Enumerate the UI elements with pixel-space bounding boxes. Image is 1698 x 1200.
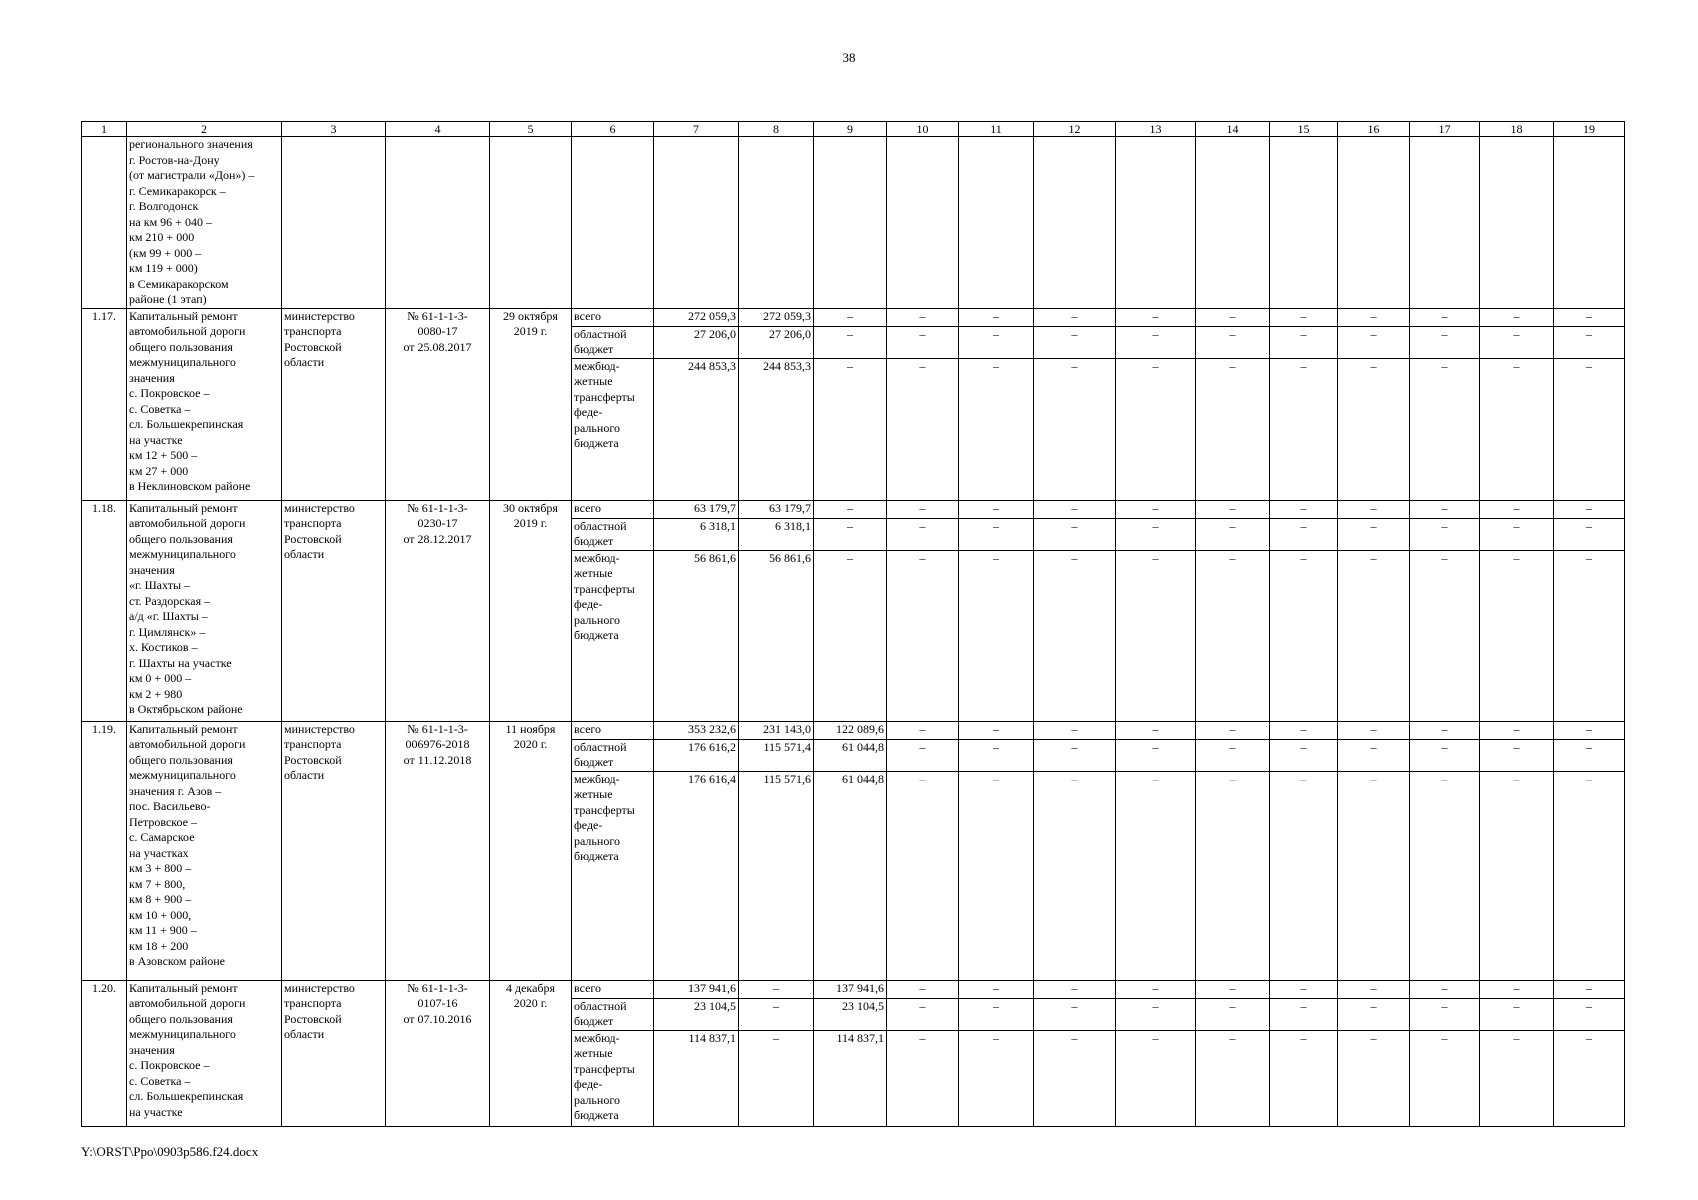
amount-c7: 176 616,2: [654, 739, 739, 771]
amount-c17: –: [1410, 980, 1480, 998]
amount-c18: –: [1480, 500, 1554, 518]
amount-c18: –: [1480, 721, 1554, 739]
amount-c8: 27 206,0: [739, 326, 814, 358]
item-description: Капитальный ремонт автомобильной дороги общего пользования межмуниципального значения «г. Шахты – ст. Раздорская – а/д «г. Шахты – г. Цимлянск» – х. Костиков – г. Шахты на участке км 0 + 000 – км 2 + 980 в Октябрьском районе: [127, 500, 282, 721]
amount-c17: –: [1410, 739, 1480, 771]
column-header-3: 3: [282, 122, 386, 137]
expertise-document: № 61-1-1-3- 0230-17 от 28.12.2017: [386, 500, 490, 721]
amount-c15: –: [1270, 1030, 1338, 1126]
responsible-organization: министерство транспорта Ростовской области: [282, 500, 386, 721]
amount-c12: –: [1034, 358, 1116, 500]
amount-c18: –: [1480, 998, 1554, 1030]
amount-c16: –: [1338, 308, 1410, 326]
amount-c8: 272 059,3: [739, 308, 814, 326]
funding-source: всего: [572, 980, 654, 998]
amount-c7: 23 104,5: [654, 998, 739, 1030]
footer-file-path: Y:\ORST\Ppo\0903p586.f24.docx: [81, 1144, 259, 1159]
amount-c7: 63 179,7: [654, 500, 739, 518]
amount-c19: –: [1554, 500, 1625, 518]
amount-c8: –: [739, 980, 814, 998]
amount-c12: –: [1034, 550, 1116, 721]
amount-c10: –: [887, 358, 959, 500]
amount-c10: –: [887, 326, 959, 358]
amount-c10: –: [887, 771, 959, 980]
amount-c16: –: [1338, 518, 1410, 550]
amount-c17: –: [1410, 550, 1480, 721]
amount-c14: –: [1196, 998, 1270, 1030]
amount-c15: –: [1270, 518, 1338, 550]
responsible-organization: министерство транспорта Ростовской области: [282, 980, 386, 1126]
completion-date: 29 октября 2019 г.: [490, 308, 572, 500]
column-header-10: 10: [887, 122, 959, 137]
completion-date: 4 декабря 2020 г.: [490, 980, 572, 1126]
table-row: [82, 500, 1625, 518]
amount-c14: –: [1196, 980, 1270, 998]
funding-source: областной бюджет: [572, 518, 654, 550]
amount-c17: –: [1410, 518, 1480, 550]
amount-c7: 56 861,6: [654, 550, 739, 721]
item-description: Капитальный ремонт автомобильной дороги общего пользования межмуниципального значения с. Покровское – с. Советка – сл. Большекрепинская на участке км 12 + 500 – км 27 + 000 в Неклиновском районе: [127, 308, 282, 500]
amount-c14: –: [1196, 500, 1270, 518]
item-number: 1.19.: [82, 721, 127, 980]
amount-c14: –: [1196, 308, 1270, 326]
amount-c17: –: [1410, 308, 1480, 326]
amount-c7: 27 206,0: [654, 326, 739, 358]
amount-c10: –: [887, 550, 959, 721]
amount-c15: –: [1270, 998, 1338, 1030]
amount-c10: –: [887, 308, 959, 326]
amount-c16: –: [1338, 550, 1410, 721]
amount-c19: –: [1554, 739, 1625, 771]
amount-c12: –: [1034, 326, 1116, 358]
amount-c15: –: [1270, 308, 1338, 326]
amount-c13: –: [1116, 998, 1196, 1030]
amount-c15: –: [1270, 550, 1338, 721]
funding-source: межбюд- жетные трансферты феде- рального бюджета: [572, 1030, 654, 1126]
amount-c19: –: [1554, 721, 1625, 739]
amount-c14: –: [1196, 771, 1270, 980]
amount-c13: –: [1116, 500, 1196, 518]
amount-c19: –: [1554, 1030, 1625, 1126]
amount-c14: –: [1196, 550, 1270, 721]
amount-c11: –: [959, 358, 1034, 500]
amount-c7: 353 232,6: [654, 721, 739, 739]
amount-c11: –: [959, 1030, 1034, 1126]
amount-c16: –: [1338, 998, 1410, 1030]
amount-c11: –: [959, 308, 1034, 326]
funding-source: областной бюджет: [572, 739, 654, 771]
table-row: [82, 308, 1625, 326]
amount-c18: –: [1480, 1030, 1554, 1126]
amount-c14: –: [1196, 518, 1270, 550]
item-description: Капитальный ремонт автомобильной дороги общего пользования межмуниципального значения с. Покровское – с. Советка – сл. Большекрепинская на участке: [127, 980, 282, 1126]
completion-date: 11 ноября 2020 г.: [490, 721, 572, 980]
column-header-2: 2: [127, 122, 282, 137]
amount-c10: –: [887, 518, 959, 550]
item-number: 1.18.: [82, 500, 127, 721]
amount-c9: 137 941,6: [814, 980, 887, 998]
amount-c11: –: [959, 326, 1034, 358]
column-header-7: 7: [654, 122, 739, 137]
amount-c9: 61 044,8: [814, 771, 887, 980]
funding-source: всего: [572, 308, 654, 326]
amount-c12: –: [1034, 998, 1116, 1030]
amount-c15: –: [1270, 500, 1338, 518]
amount-c13: –: [1116, 771, 1196, 980]
amount-c12: –: [1034, 1030, 1116, 1126]
amount-c19: –: [1554, 326, 1625, 358]
amount-c7: 6 318,1: [654, 518, 739, 550]
amount-c12: –: [1034, 721, 1116, 739]
amount-c11: –: [959, 721, 1034, 739]
amount-c12: –: [1034, 500, 1116, 518]
amount-c9: 23 104,5: [814, 998, 887, 1030]
amount-c8: 6 318,1: [739, 518, 814, 550]
amount-c15: –: [1270, 358, 1338, 500]
continuation-row: [82, 137, 1625, 309]
amount-c13: –: [1116, 1030, 1196, 1126]
funding-source: областной бюджет: [572, 326, 654, 358]
amount-c18: –: [1480, 518, 1554, 550]
amount-c17: –: [1410, 500, 1480, 518]
column-header-12: 12: [1034, 122, 1116, 137]
amount-c12: –: [1034, 308, 1116, 326]
amount-c8: 115 571,4: [739, 739, 814, 771]
amount-c9: –: [814, 518, 887, 550]
amount-c10: –: [887, 739, 959, 771]
amount-c9: –: [814, 326, 887, 358]
amount-c13: –: [1116, 550, 1196, 721]
amount-c11: –: [959, 771, 1034, 980]
amount-c9: –: [814, 358, 887, 500]
amount-c18: –: [1480, 980, 1554, 998]
amount-c7: 176 616,4: [654, 771, 739, 980]
amount-c10: –: [887, 998, 959, 1030]
column-header-4: 4: [386, 122, 490, 137]
amount-c14: –: [1196, 739, 1270, 771]
amount-c18: –: [1480, 739, 1554, 771]
amount-c17: –: [1410, 721, 1480, 739]
funding-source: межбюд- жетные трансферты феде- рального бюджета: [572, 550, 654, 721]
amount-c15: –: [1270, 739, 1338, 771]
amount-c16: –: [1338, 500, 1410, 518]
cell-no: [82, 137, 127, 309]
amount-c16: –: [1338, 771, 1410, 980]
amount-c10: –: [887, 721, 959, 739]
amount-c11: –: [959, 998, 1034, 1030]
column-header-16: 16: [1338, 122, 1410, 137]
continuation-description: регионального значения г. Ростов-на-Дону (от магистрали «Дон») – г. Семикаракорск – г. Волгодонск на км 96 + 040 – км 210 + 000 (км 99 + 000 – км 119 + 000) в Семикаракорском районе (1 этап): [127, 137, 282, 309]
amount-c16: –: [1338, 1030, 1410, 1126]
expertise-document: № 61-1-1-3- 0107-16 от 07.10.2016: [386, 980, 490, 1126]
amount-c11: –: [959, 980, 1034, 998]
amount-c14: –: [1196, 721, 1270, 739]
column-header-6: 6: [572, 122, 654, 137]
column-header-8: 8: [739, 122, 814, 137]
amount-c18: –: [1480, 771, 1554, 980]
item-description: Капитальный ремонт автомобильной дороги общего пользования межмуниципального значения г. Азов – пос. Васильево- Петровское – с. Самарское на участках км 3 + 800 – км 7 + 800, км 8 + 900 – км 10 + 000, км 11 + 900 – км 18 + 200 в Азовском районе: [127, 721, 282, 980]
funding-source: межбюд- жетные трансферты феде- рального бюджета: [572, 358, 654, 500]
amount-c18: –: [1480, 358, 1554, 500]
amount-c16: –: [1338, 721, 1410, 739]
table-row: [82, 721, 1625, 739]
amount-c13: –: [1116, 721, 1196, 739]
column-header-19: 19: [1554, 122, 1625, 137]
amount-c9: 114 837,1: [814, 1030, 887, 1126]
expertise-document: № 61-1-1-3- 0080-17 от 25.08.2017: [386, 308, 490, 500]
responsible-organization: министерство транспорта Ростовской области: [282, 308, 386, 500]
amount-c19: –: [1554, 518, 1625, 550]
amount-c17: –: [1410, 1030, 1480, 1126]
amount-c19: –: [1554, 550, 1625, 721]
amount-c7: 114 837,1: [654, 1030, 739, 1126]
amount-c17: –: [1410, 326, 1480, 358]
expertise-document: № 61-1-1-3- 006976-2018 от 11.12.2018: [386, 721, 490, 980]
amount-c10: –: [887, 500, 959, 518]
amount-c8: 231 143,0: [739, 721, 814, 739]
completion-date: 30 октября 2019 г.: [490, 500, 572, 721]
funding-table: [81, 121, 1625, 1127]
column-header-1: 1: [82, 122, 127, 137]
amount-c9: 61 044,8: [814, 739, 887, 771]
amount-c16: –: [1338, 739, 1410, 771]
amount-c14: –: [1196, 326, 1270, 358]
amount-c15: –: [1270, 980, 1338, 998]
amount-c17: –: [1410, 998, 1480, 1030]
column-header-row: [82, 122, 1625, 137]
funding-source: всего: [572, 721, 654, 739]
amount-c8: 115 571,6: [739, 771, 814, 980]
amount-c10: –: [887, 980, 959, 998]
amount-c19: –: [1554, 358, 1625, 500]
amount-c15: –: [1270, 326, 1338, 358]
amount-c16: –: [1338, 980, 1410, 998]
amount-c9: 122 089,6: [814, 721, 887, 739]
amount-c19: –: [1554, 998, 1625, 1030]
amount-c8: –: [739, 1030, 814, 1126]
amount-c8: 63 179,7: [739, 500, 814, 518]
amount-c10: –: [887, 1030, 959, 1126]
amount-c8: 244 853,3: [739, 358, 814, 500]
funding-source: межбюд- жетные трансферты феде- рального бюджета: [572, 771, 654, 980]
amount-c11: –: [959, 739, 1034, 771]
amount-c16: –: [1338, 358, 1410, 500]
amount-c13: –: [1116, 739, 1196, 771]
column-header-15: 15: [1270, 122, 1338, 137]
amount-c13: –: [1116, 980, 1196, 998]
amount-c13: –: [1116, 326, 1196, 358]
amount-c13: –: [1116, 518, 1196, 550]
amount-c7: 244 853,3: [654, 358, 739, 500]
amount-c19: –: [1554, 980, 1625, 998]
amount-c15: –: [1270, 721, 1338, 739]
amount-c7: 272 059,3: [654, 308, 739, 326]
amount-c12: –: [1034, 771, 1116, 980]
amount-c9: –: [814, 308, 887, 326]
funding-source: всего: [572, 500, 654, 518]
amount-c8: 56 861,6: [739, 550, 814, 721]
page-number: 38: [842, 50, 856, 65]
amount-c16: –: [1338, 326, 1410, 358]
amount-c18: –: [1480, 308, 1554, 326]
amount-c19: –: [1554, 771, 1625, 980]
amount-c12: –: [1034, 518, 1116, 550]
column-header-11: 11: [959, 122, 1034, 137]
amount-c15: –: [1270, 771, 1338, 980]
amount-c19: –: [1554, 308, 1625, 326]
column-header-18: 18: [1480, 122, 1554, 137]
amount-c14: –: [1196, 358, 1270, 500]
amount-c11: –: [959, 550, 1034, 721]
amount-c8: –: [739, 998, 814, 1030]
table-row: [82, 980, 1625, 998]
amount-c7: 137 941,6: [654, 980, 739, 998]
item-number: 1.20.: [82, 980, 127, 1126]
amount-c12: –: [1034, 739, 1116, 771]
column-header-14: 14: [1196, 122, 1270, 137]
funding-source: областной бюджет: [572, 998, 654, 1030]
amount-c12: –: [1034, 980, 1116, 998]
amount-c9: –: [814, 500, 887, 518]
amount-c17: –: [1410, 358, 1480, 500]
responsible-organization: министерство транспорта Ростовской области: [282, 721, 386, 980]
amount-c14: –: [1196, 1030, 1270, 1126]
amount-c18: –: [1480, 326, 1554, 358]
amount-c18: –: [1480, 550, 1554, 721]
column-header-9: 9: [814, 122, 887, 137]
column-header-5: 5: [490, 122, 572, 137]
item-number: 1.17.: [82, 308, 127, 500]
column-header-13: 13: [1116, 122, 1196, 137]
column-header-17: 17: [1410, 122, 1480, 137]
amount-c11: –: [959, 518, 1034, 550]
amount-c13: –: [1116, 308, 1196, 326]
amount-c11: –: [959, 500, 1034, 518]
amount-c9: –: [814, 550, 887, 721]
amount-c17: –: [1410, 771, 1480, 980]
amount-c13: –: [1116, 358, 1196, 500]
